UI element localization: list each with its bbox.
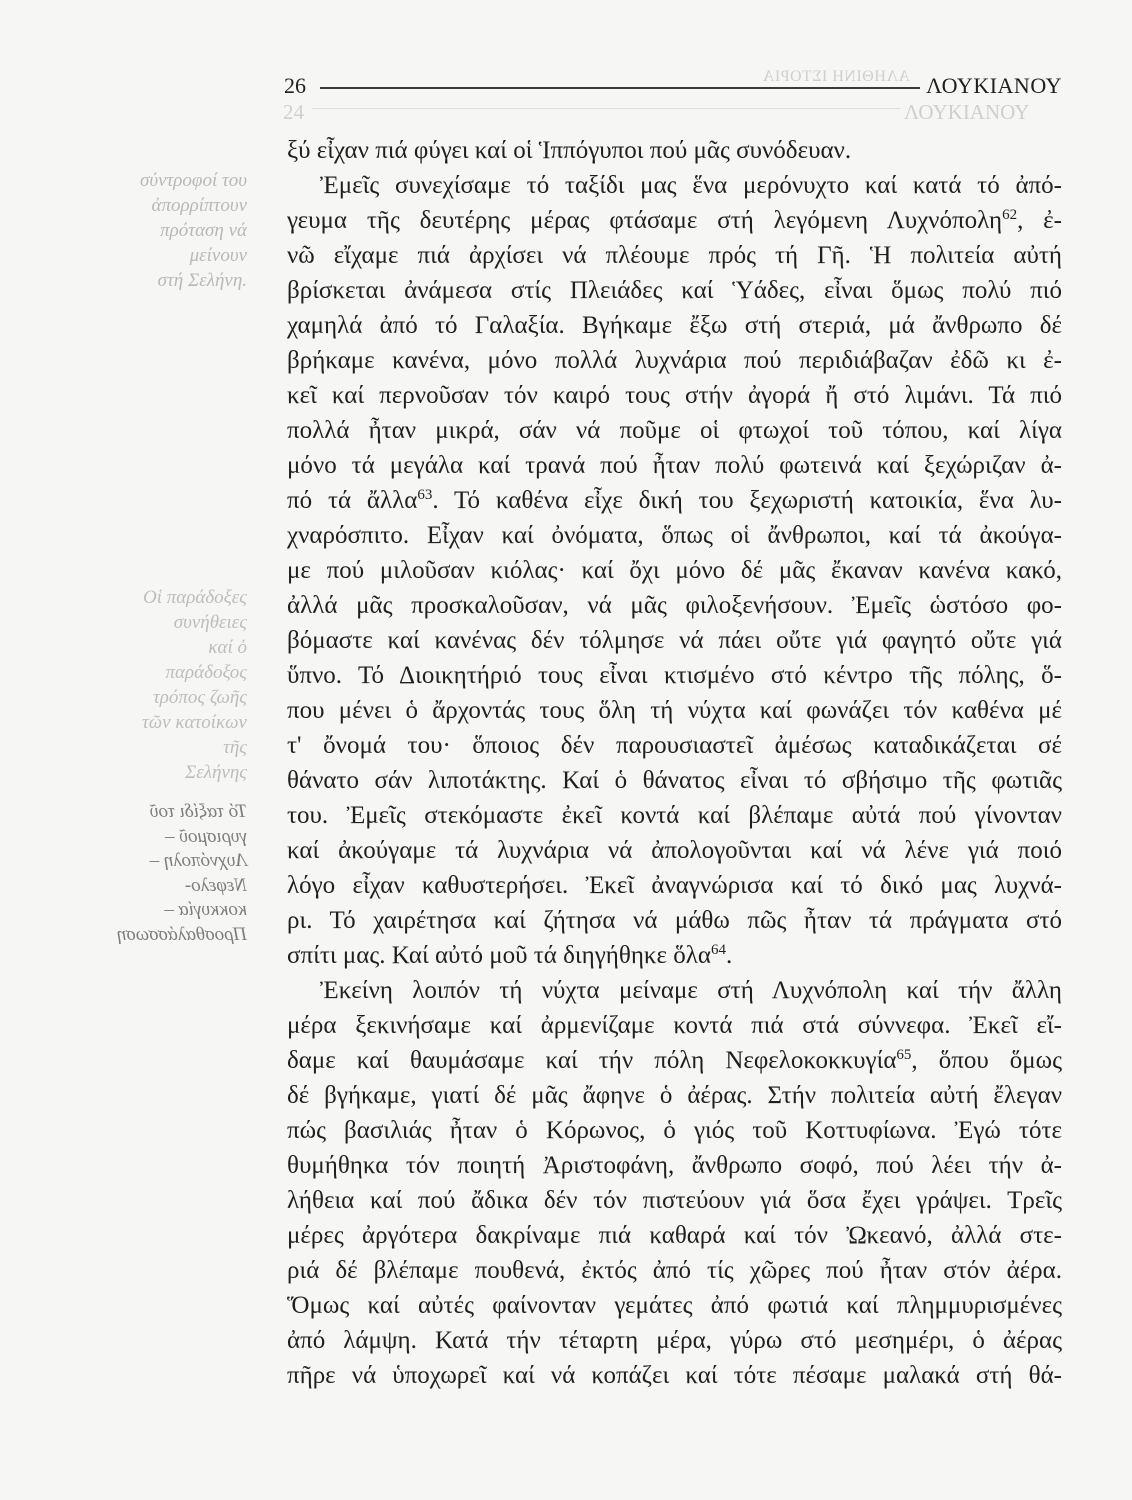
show-through-running-title: ΛΟΥΚΙΑΝΟΥ bbox=[904, 100, 1030, 124]
body-line: πώς βασιλιάς ἦταν ὁ Κόρωνος, ὁ γιός τοῦ Κοττυφίωνα. Ἐγώ τότε bbox=[287, 1117, 1062, 1144]
margin-note-line: κοκκυγία – bbox=[164, 899, 247, 920]
body-line: δέ βγήκαμε, γιατί δέ μᾶς ἄφηνε ὁ ἀέρας. Στήν πολιτεία αὐτή ἔλεγαν bbox=[287, 1082, 1062, 1109]
body-line-text: γευμα τῆς δευτέρης μέρας φτάσαμε στή λεγόμενη Λυχνόπολη bbox=[287, 207, 1003, 234]
margin-note-line: Οἱ παράδοξες bbox=[143, 587, 247, 608]
show-through-header-rule bbox=[312, 108, 900, 109]
body-line-text: , ὅπου ὅμως bbox=[911, 1047, 1062, 1074]
margin-note-line: Σελήνης bbox=[184, 762, 247, 783]
body-line: ἀλλά μᾶς προσκαλοῦσαν, νά μᾶς φιλοξενήσουν. Ἐμεῖς ὡστόσο φο- bbox=[287, 592, 1062, 619]
margin-note-line: μείνουν bbox=[189, 245, 247, 266]
margin-note-line: πρόταση νά bbox=[160, 220, 247, 241]
body-line-text: πό τά ἄλλα bbox=[287, 487, 418, 514]
body-line: μέρα ξεκινήσαμε καί ἀρμενίζαμε κοντά πιά στά σύννεφα. Ἐκεῖ εἴ- bbox=[287, 1012, 1062, 1039]
page-number: 26 bbox=[284, 73, 306, 98]
margin-note-line: Τό ταξίδι τοῦ bbox=[149, 801, 247, 822]
margin-note-line: παράδοξος bbox=[165, 662, 247, 683]
body-line-text: σπίτι μας. Καί αὐτό μοῦ τά διηγήθηκε ὅλα bbox=[287, 942, 711, 969]
body-line: τ' ὄνομά του· ὅποιος δέν παρουσιαστεῖ ἀμέσως καταδικάζεται σέ bbox=[287, 732, 1062, 759]
body-line: λόγο εἶχαν καθυστερήσει. Ἐκεῖ ἀναγνώρισα καί τό δικό μας λυχνά- bbox=[287, 872, 1062, 899]
footnote-ref: 65 bbox=[896, 1047, 912, 1063]
body-text bbox=[287, 133, 1062, 1393]
margin-note-line: στή Σελήνη. bbox=[157, 270, 247, 291]
body-line-text: . Τό καθένα εἶχε δική του ξεχωριστή κατοικία, ἕνα λυ- bbox=[432, 487, 1062, 514]
body-line-text: δαμε καί θαυμάσαμε καί τήν πόλη Νεφελοκοκκυγία bbox=[287, 1047, 897, 1074]
margin-note-line: καί ὁ bbox=[208, 637, 247, 658]
margin-note-line: σύντροφοί του bbox=[139, 170, 247, 191]
body-line: Ἐκείνη λοιπόν τή νύχτα μείναμε στή Λυχνόπολη καί τήν ἄλλη bbox=[320, 977, 1062, 1004]
margin-note-customs bbox=[142, 585, 247, 785]
body-line bbox=[287, 203, 1062, 238]
margin-note-line: Προσθαλάσσωση bbox=[116, 923, 247, 945]
footnote-ref: 63 bbox=[417, 487, 433, 503]
margin-note-line: τῆς bbox=[223, 737, 247, 758]
body-line bbox=[287, 483, 1062, 518]
margin-note-line: Λυχνόπολη – bbox=[149, 850, 247, 871]
body-line: ριά δέ βλέπαμε πουθενά, ἐκτός ἀπό τίς χῶρες πού ἦταν στόν ἀέρα. bbox=[287, 1257, 1062, 1284]
body-line: πῆρε νά ὑποχωρεῖ καί νά κοπάζει καί τότε πέσαμε μαλακά στή θά- bbox=[287, 1362, 1062, 1389]
body-line-text: . bbox=[725, 942, 733, 969]
body-line: βρίσκεται ἀνάμεσα στίς Πλειάδες καί Ὑάδες, εἶναι ὅμως πολύ πιό bbox=[287, 277, 1062, 304]
running-header bbox=[284, 72, 1062, 100]
body-line: χναρόσπιτο. Εἶχαν καί ὀνόματα, ὅπως οἱ ἄνθρωποι, καί τά ἀκούγα- bbox=[287, 522, 1062, 549]
margin-note-line: τρόπος ζωῆς bbox=[152, 687, 247, 708]
body-line: κεῖ καί περνοῦσαν τόν καιρό τους στήν ἀγορά ἤ στό λιμάνι. Τά πιό bbox=[287, 382, 1062, 409]
header-rule bbox=[320, 87, 920, 89]
footnote-ref: 62 bbox=[1002, 207, 1018, 223]
body-line: λήθεια καί πού ἄδικα δέν τόν πιστεύουν γιά ὅσα ἔχει γράψει. Τρεῖς bbox=[287, 1187, 1062, 1214]
body-line: ὕπνο. Τό Διοικητήριό τους εἶναι κτισμένο στό κέντρο τῆς πόλης, ὅ- bbox=[287, 662, 1062, 689]
body-line: καί ἀκούγαμε τά λυχνάρια νά ἀπολογοῦνται καί νά λένε γιά ποιό bbox=[287, 837, 1062, 864]
body-line: που μένει ὁ ἄρχοντάς τους ὅλη τή νύχτα καί φωνάζει τόν καθένα μέ bbox=[287, 697, 1062, 724]
body-line: βρήκαμε κανένα, μόνο πολλά λυχνάρια πού περιδιάβαζαν ἐδῶ κι ἐ- bbox=[287, 347, 1062, 374]
body-line: ἀπό λάμψη. Κατά τήν τέταρτη μέρα, γύρω στό μεσημέρι, ὁ ἀέρας bbox=[287, 1327, 1062, 1354]
body-line: ρι. Τό χαιρέτησα καί ζήτησα νά μάθω πῶς ἦταν τά πράγματα στό bbox=[287, 907, 1062, 934]
margin-note-line: ἀπορρίπτουν bbox=[151, 195, 247, 216]
margin-note-line: συνήθειες bbox=[173, 612, 247, 633]
body-line: με πού μιλοῦσαν κιόλας· καί ὄχι μόνο δέ μᾶς ἔκαναν κανένα κακό, bbox=[287, 557, 1062, 584]
body-line: θάνατο σάν λιποτάκτης. Καί ὁ θάνατος εἶναι τό σβήσιμο τῆς φωτιᾶς bbox=[287, 767, 1062, 794]
margin-note-return-journey bbox=[95, 800, 247, 947]
margin-note-line: γυρισμοῦ – bbox=[165, 825, 247, 847]
footnote-ref: 64 bbox=[710, 942, 726, 958]
body-line bbox=[287, 1043, 1062, 1078]
body-line: βόμαστε καί κανένας δέν τόλμησε νά πάει οὔτε γιά φαγητό οὔτε γιά bbox=[287, 627, 1062, 654]
margin-note-line: τῶν κατοίκων bbox=[141, 712, 247, 733]
body-line-text: , ἐ- bbox=[1017, 207, 1062, 234]
body-line: πολλά ἦταν μικρά, σάν νά ποῦμε οἱ φτωχοί τοῦ τόπου, καί λίγα bbox=[287, 417, 1062, 444]
body-line: μόνο τά μεγάλα καί τρανά πού ἦταν πολύ φωτεινά καί ξεχώριζαν ἀ- bbox=[287, 452, 1062, 479]
body-line: μέρες ἀργότερα δακρίναμε πιά καθαρά καί τόν Ὠκεανό, ἀλλά στε- bbox=[287, 1222, 1062, 1249]
show-through-page-number: 24 bbox=[283, 100, 304, 124]
body-line: Ὅμως καί αὐτές φαίνονταν γεμάτες ἀπό φωτιά καί πλημμυρισμένες bbox=[287, 1292, 1062, 1319]
body-line: χαμηλά ἀπό τό Γαλαξία. Βγήκαμε ἔξω στή στεριά, μά ἄνθρωπο δέ bbox=[287, 312, 1062, 339]
running-title: ΛΟΥΚΙΑΝΟΥ bbox=[926, 73, 1062, 98]
body-line: Ἐμεῖς συνεχίσαμε τό ταξίδι μας ἕνα μερόνυχτο καί κατά τό ἀπό- bbox=[320, 172, 1062, 199]
body-line: του. Ἐμεῖς στεκόμαστε ἐκεῖ κοντά καί βλέπαμε αὐτά πού γίνονταν bbox=[287, 802, 1062, 829]
body-line: θυμήθηκα τόν ποιητή Ἀριστοφάνη, ἄνθρωπο σοφό, πού λέει τήν ἀ- bbox=[287, 1152, 1062, 1179]
body-line: νῶ εἴχαμε πιά ἀρχίσει νά πλέουμε πρός τή Γῆ. Ἡ πολιτεία αὐτή bbox=[287, 242, 1062, 269]
body-line bbox=[287, 938, 1062, 973]
show-through-facing-title: ΑΛΗΘΙΝΗ ΙΣΤΟΡΙΑ bbox=[762, 68, 910, 85]
margin-note-line: Νεφελο- bbox=[184, 874, 247, 896]
margin-note-companions bbox=[140, 168, 247, 293]
body-line: ξύ εἶχαν πιά φύγει καί οἱ Ἱππόγυποι πού μᾶς συνόδευαν. bbox=[287, 137, 852, 164]
